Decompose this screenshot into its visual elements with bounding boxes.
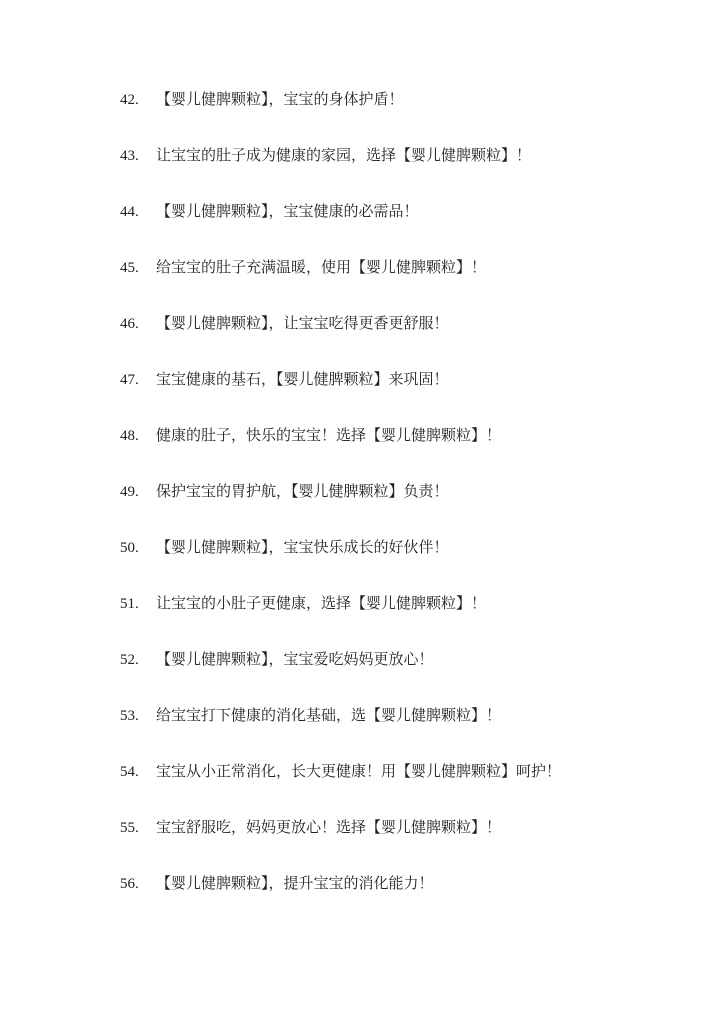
item-number: 42. [120,92,139,108]
item-text: 保护宝宝的胃护航，【婴儿健脾颗粒】负责！ [156,482,449,500]
item-text: 【婴儿健脾颗粒】，宝宝健康的必需品！ [156,202,419,220]
slogan-list [120,84,690,924]
list-item [120,196,690,252]
item-text: 宝宝从小正常消化，长大更健康！用【婴儿健脾颗粒】呵护！ [156,762,562,780]
list-item [120,700,690,756]
list-item [120,588,690,644]
list-item [120,252,690,308]
list-item [120,868,690,924]
item-number: 56. [120,876,139,892]
item-number: 46. [120,316,139,332]
item-text: 【婴儿健脾颗粒】，宝宝的身体护盾！ [156,90,404,108]
item-number: 49. [120,484,139,500]
list-item [120,84,690,140]
list-item [120,140,690,196]
list-item [120,476,690,532]
list-item [120,308,690,364]
item-number: 47. [120,372,139,388]
item-number: 48. [120,428,139,444]
item-number: 50. [120,540,139,556]
item-text: 给宝宝打下健康的消化基础，选【婴儿健脾颗粒】！ [156,706,502,724]
item-number: 53. [120,708,139,724]
list-item [120,420,690,476]
item-text: 让宝宝的小肚子更健康，选择【婴儿健脾颗粒】！ [156,594,487,612]
item-number: 44. [120,204,139,220]
item-number: 43. [120,148,139,164]
item-number: 45. [120,260,139,276]
list-item [120,644,690,700]
item-text: 健康的肚子，快乐的宝宝！选择【婴儿健脾颗粒】！ [156,426,502,444]
item-text: 【婴儿健脾颗粒】，提升宝宝的消化能力！ [156,874,434,892]
item-number: 54. [120,764,139,780]
item-text: 【婴儿健脾颗粒】，宝宝快乐成长的好伙伴！ [156,538,449,556]
item-number: 52. [120,652,139,668]
item-text: 【婴儿健脾颗粒】，让宝宝吃得更香更舒服！ [156,314,449,332]
item-number: 55. [120,820,139,836]
list-item [120,364,690,420]
list-item [120,532,690,588]
item-text: 让宝宝的肚子成为健康的家园，选择【婴儿健脾颗粒】！ [156,146,532,164]
list-item [120,812,690,868]
item-text: 宝宝舒服吃，妈妈更放心！选择【婴儿健脾颗粒】！ [156,818,502,836]
item-text: 【婴儿健脾颗粒】，宝宝爱吃妈妈更放心！ [156,650,434,668]
item-text: 宝宝健康的基石，【婴儿健脾颗粒】来巩固！ [156,370,449,388]
item-number: 51. [120,596,139,612]
list-item [120,756,690,812]
item-text: 给宝宝的肚子充满温暖，使用【婴儿健脾颗粒】！ [156,258,487,276]
